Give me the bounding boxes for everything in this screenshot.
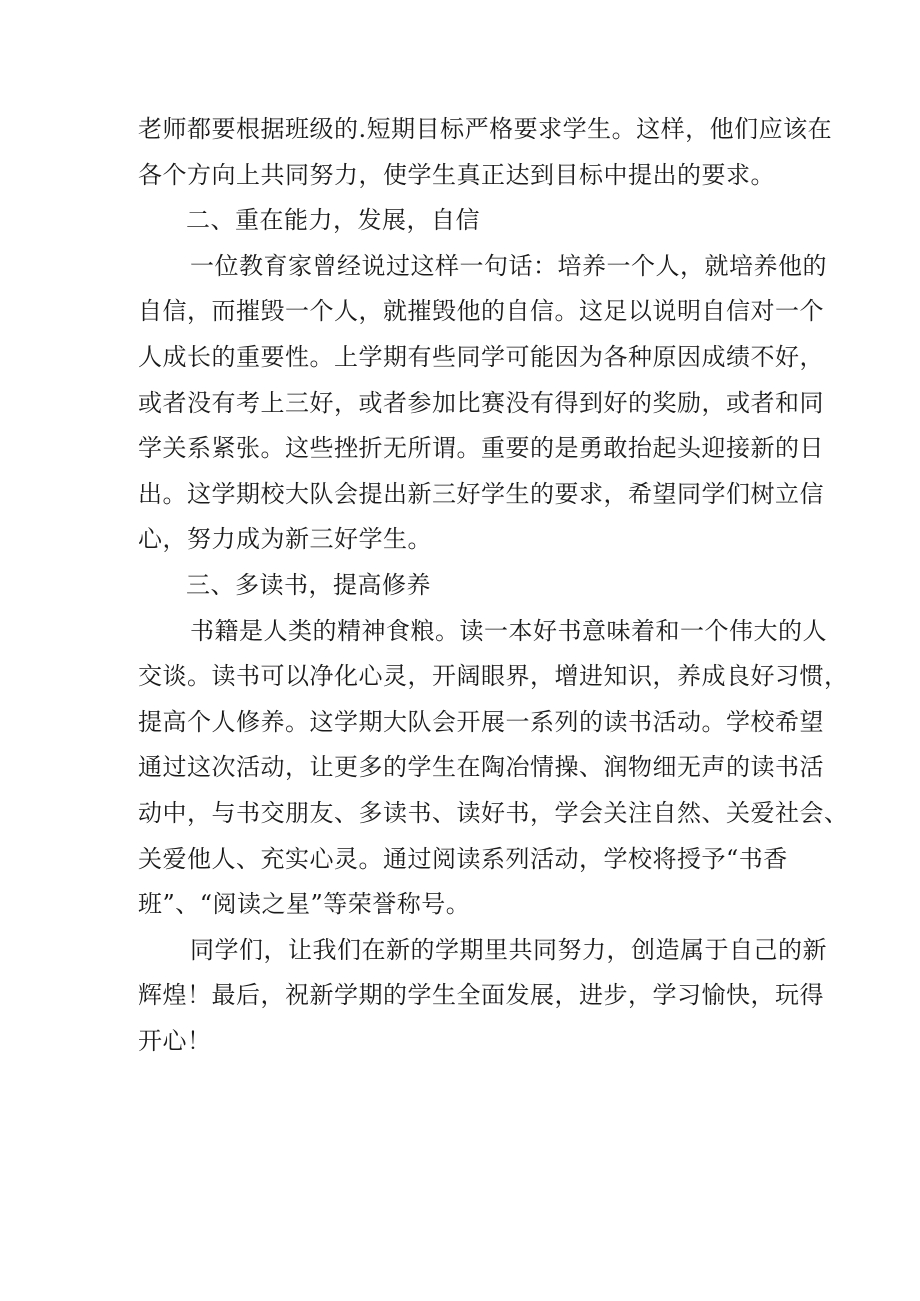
paragraph-line: 心，努力成为新三好学生。 <box>138 525 432 554</box>
paragraph-line: 书籍是人类的精神食粮。读一本好书意味着和一个伟大的人 <box>190 616 827 645</box>
paragraph-line: 或者没有考上三好，或者参加比赛没有得到好的奖励，或者和同 <box>138 388 824 417</box>
paragraph-line: 通过这次活动，让更多的学生在陶冶情操、润物细无声的读书活 <box>138 753 824 782</box>
paragraph-line: 一位教育家曾经说过这样一句话：培养一个人，就培养他的 <box>190 251 827 280</box>
paragraph-line: 提高个人修养。这学期大队会开展一系列的读书活动。学校希望 <box>138 707 824 736</box>
paragraph-line: 自信，而摧毁一个人，就摧毁他的自信。这足以说明自信对一个 <box>138 297 824 326</box>
paragraph-line: 各个方向上共同努力，使学生真正达到目标中提出的要求。 <box>138 160 775 189</box>
section-2-paragraph <box>138 244 827 563</box>
paragraph-line: 出。这学期校大队会提出新三好学生的要求，希望同学们树立信 <box>138 479 824 508</box>
paragraph-line: 学关系紧张。这些挫折无所谓。重要的是勇敢抬起头迎接新的日 <box>138 434 824 463</box>
section-3-paragraph <box>138 609 849 928</box>
document-body <box>138 107 849 1064</box>
section-heading-2: 二、重在能力，发展，自信 <box>186 206 480 235</box>
paragraph-line: 动中，与书交朋友、多读书、读好书，学会关注自然、关爱社会、 <box>138 798 849 827</box>
section-heading-3: 三、多读书，提高修养 <box>186 570 431 599</box>
paragraph-line: 交谈。读书可以净化心灵，开阔眼界，增进知识，养成良好习惯， <box>138 662 849 691</box>
paragraph-line: 辉煌！最后，祝新学期的学生全面发展，进步，学习愉快，玩得 <box>138 981 824 1010</box>
closing-paragraph <box>138 928 827 1065</box>
paragraph-line: 开心！ <box>138 1026 212 1055</box>
paragraph-line: 班”、“阅读之星”等荣誉称号。 <box>138 890 471 919</box>
paragraph-line: 关爱他人、充实心灵。通过阅读系列活动，学校将授予“书香 <box>138 844 788 873</box>
intro-paragraph <box>138 107 833 198</box>
paragraph-line: 人成长的重要性。上学期有些同学可能因为各种原因成绩不好， <box>138 342 824 371</box>
paragraph-line: 同学们，让我们在新的学期里共同努力，创造属于自己的新 <box>190 935 827 964</box>
paragraph-line: 老师都要根据班级的.短期目标严格要求学生。这样，他们应该在 <box>138 115 833 143</box>
